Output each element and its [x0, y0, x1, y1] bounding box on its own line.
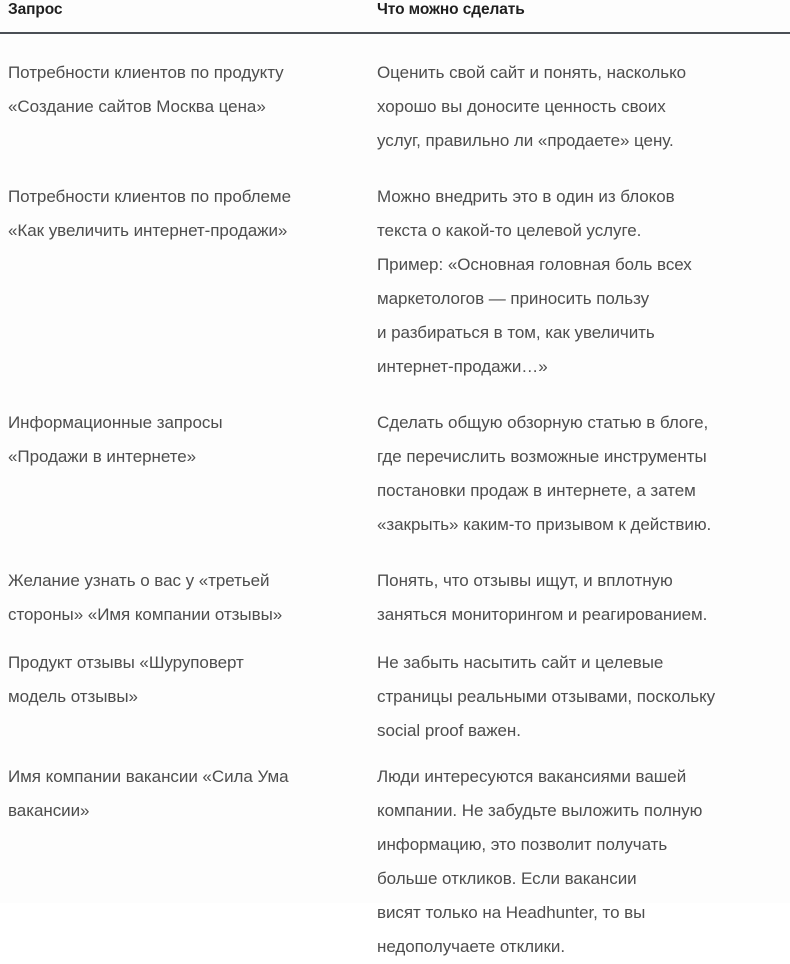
cell-query	[0, 158, 377, 384]
column-header-action	[377, 0, 790, 33]
table-header	[0, 0, 790, 33]
text-line: Люди интересуются вакансиями вашей	[377, 767, 687, 786]
text-line: страницы реальными отзывами, поскольку	[377, 687, 716, 706]
text-line: хорошо вы доносите ценность своих	[377, 97, 666, 116]
text-line: больше откликов. Если вакансии	[377, 869, 637, 888]
text-line: Потребности клиентов по продукту	[8, 63, 284, 82]
text-line: недополучаете отклики.	[377, 937, 565, 956]
text-line: «Как увеличить интернет-продажи»	[8, 221, 288, 240]
cell-action	[377, 542, 790, 632]
cell-text	[8, 56, 363, 124]
text-line: маркетологов — приносить пользу	[377, 289, 650, 308]
text-line: и разбираться в том, как увеличить	[377, 323, 655, 342]
text-line: компании. Не забудьте выложить полную	[377, 801, 703, 820]
text-line: Оценить свой сайт и понять, насколько	[377, 63, 687, 82]
text-line: Продукт отзывы «Шуруповерт	[8, 653, 244, 672]
cell-query	[0, 33, 377, 158]
text-line: Потребности клиентов по проблеме	[8, 187, 291, 206]
table-body	[0, 33, 790, 964]
cell-action	[377, 158, 790, 384]
cell-text	[8, 180, 363, 248]
text-line: где перечислить возможные инструменты	[377, 447, 707, 466]
text-line: «Продажи в интернете»	[8, 447, 197, 466]
cell-action	[377, 632, 790, 748]
text-line: Имя компании вакансии «Сила Ума	[8, 767, 289, 786]
text-line: Не забыть насытить сайт и целевые	[377, 653, 664, 672]
table-row	[0, 632, 790, 748]
cell-action	[377, 384, 790, 542]
cell-text	[8, 646, 363, 714]
table-row	[0, 542, 790, 632]
text-line: Можно внедрить это в один из блоков	[377, 187, 675, 206]
table-row	[0, 158, 790, 384]
column-header-query-label: Запрос	[8, 1, 63, 18]
text-line: интернет-продажи…»	[377, 357, 548, 376]
cell-query	[0, 748, 377, 964]
cell-text	[8, 406, 363, 474]
cell-action	[377, 33, 790, 158]
table-row	[0, 384, 790, 542]
table-row	[0, 748, 790, 964]
text-line: текста о какой-то целевой услуге.	[377, 221, 642, 240]
cell-text	[377, 180, 782, 384]
text-line: услуг, правильно ли «продаете» цену.	[377, 131, 674, 150]
text-line: Понять, что отзывы ищут, и вплотную	[377, 571, 673, 590]
cell-text	[377, 564, 782, 632]
cell-action	[377, 748, 790, 964]
cell-query	[0, 542, 377, 632]
text-line: «закрыть» каким-то призывом к действию.	[377, 515, 712, 534]
cell-text	[8, 760, 363, 828]
cell-query	[0, 632, 377, 748]
text-line: Информационные запросы	[8, 413, 223, 432]
text-line: Пример: «Основная головная боль всех	[377, 255, 692, 274]
table-row	[0, 33, 790, 158]
text-line: вакансии»	[8, 801, 90, 820]
cell-text	[377, 646, 782, 748]
column-header-action-label: Что можно сделать	[377, 1, 525, 18]
text-line: заняться мониторингом и реагированием.	[377, 605, 708, 624]
cell-text	[8, 564, 363, 632]
text-line: стороны» «Имя компании отзывы»	[8, 605, 283, 624]
text-line: постановки продаж в интернете, а затем	[377, 481, 696, 500]
cell-text	[377, 56, 782, 158]
cell-text	[377, 760, 782, 964]
cell-text	[377, 406, 782, 542]
text-line: информацию, это позволит получать	[377, 835, 668, 854]
column-header-query	[0, 0, 377, 33]
text-line: Сделать общую обзорную статью в блоге,	[377, 413, 709, 432]
text-line: висят только на Headhunter, то вы	[377, 903, 646, 922]
text-line: модель отзывы»	[8, 687, 138, 706]
text-line: Желание узнать о вас у «третьей	[8, 571, 270, 590]
cell-query	[0, 384, 377, 542]
text-line: social proof важен.	[377, 721, 521, 740]
table-header-row	[0, 0, 790, 33]
text-line: «Создание сайтов Москва цена»	[8, 97, 266, 116]
